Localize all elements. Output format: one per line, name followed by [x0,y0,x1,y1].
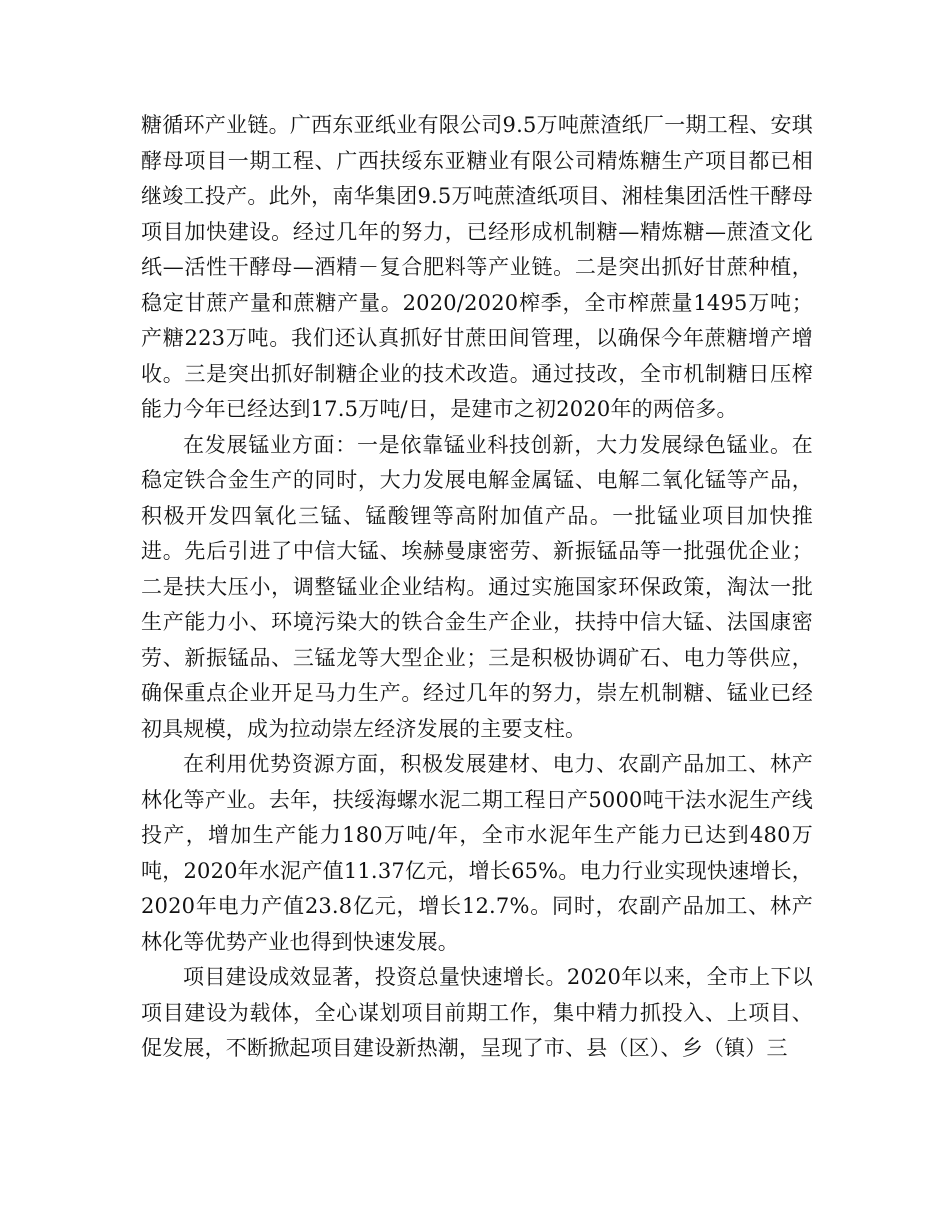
paragraph-sugar-industry-continued: 糖循环产业链。广西东亚纸业有限公司9.5万吨蔗渣纸厂一期工程、安琪酵母项目一期工程、广西扶绥东亚糖业有限公司精炼糖生产项目都已相继竣工投产。此外，南华集团9.5万吨蔗渣纸项目、湘桂集团活性干酵母项目加快建设。经过几年的努力，已经形成机制糖—精炼糖—蔗渣文化纸—活性干酵母—酒精－复合肥料等产业链。二是突出抓好甘蔗种植，稳定甘蔗产量和蔗糖产量。2020/2020榨季，全市榨蔗量1495万吨；产糖223万吨。我们还认真抓好甘蔗田间管理，以确保今年蔗糖增产增收。三是突出抓好制糖企业的技术改造。通过技改，全市机制糖日压榨能力今年已经达到17.5万吨/日，是建市之初2020年的两倍多。 [141,113,813,421]
document-body [141,108,813,1067]
paragraph-manganese-industry: 在发展锰业方面：一是依靠锰业科技创新，大力发展绿色锰业。在稳定铁合金生产的同时，大力发展电解金属锰、电解二氧化锰等产品，积极开发四氧化三锰、锰酸锂等高附加值产品。一批锰业项目加快推进。先后引进了中信大锰、埃赫曼康密劳、新振锰品等一批强优企业；二是扶大压小，调整锰业企业结构。通过实施国家环保政策，淘汰一批生产能力小、环境污染大的铁合金生产企业，扶持中信大锰、法国康密劳、新振锰品、三锰龙等大型企业；三是积极协调矿石、电力等供应，确保重点企业开足马力生产。经过几年的努力，崇左机制糖、锰业已经初具规模，成为拉动崇左经济发展的主要支柱。 [141,432,813,741]
paragraph-advantage-resources: 在利用优势资源方面，积极发展建材、电力、农副产品加工、林产林化等产业。去年，扶绥海螺水泥二期工程日产5000吨干法水泥生产线投产，增加生产能力180万吨/年，全市水泥年生产能力已达到480万吨，2020年水泥产值11.37亿元，增长65%。电力行业实现快速增长，2020年电力产值23.8亿元，增长12.7%。同时，农副产品加工、林产林化等优势产业也得到快速发展。 [141,752,813,954]
paragraph-project-construction: 项目建设成效显著，投资总量快速增长。2020年以来，全市上下以项目建设为载体，全心谋划项目前期工作，集中精力抓投入、上项目、促发展，不断掀起项目建设新热潮，呈现了市、县（区）、乡（镇）三 [141,965,813,1060]
